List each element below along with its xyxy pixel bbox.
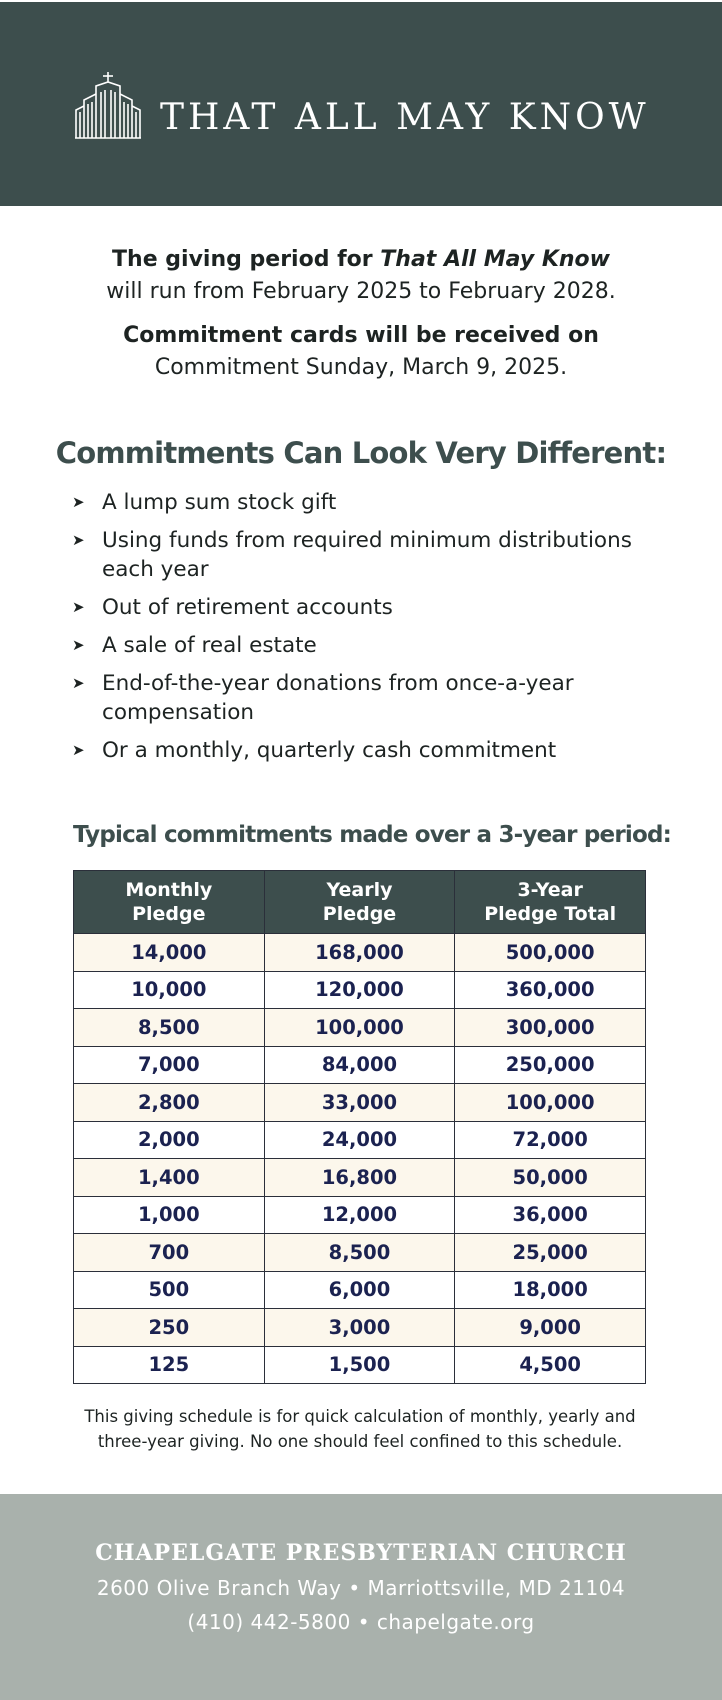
arrowhead-icon: ➤	[72, 493, 85, 511]
monthly-cell: 250	[74, 1309, 265, 1347]
header-line: Yearly	[326, 879, 393, 901]
giving-period-heading: The giving period for	[112, 247, 381, 272]
table-row	[74, 1046, 646, 1084]
monthly-cell: 8,500	[74, 1009, 265, 1047]
monthly-cell: 1,400	[74, 1159, 265, 1197]
intro-section	[0, 244, 722, 396]
table-row	[74, 1271, 646, 1309]
table-row	[74, 971, 646, 1009]
table-row	[74, 1159, 646, 1197]
header-line: Pledge Total	[484, 903, 617, 925]
commitment-sunday-date: Commitment Sunday, March 9, 2025.	[154, 355, 568, 380]
church-name: CHAPELGATE PRESBYTERIAN CHURCH	[95, 1540, 627, 1566]
yearly-cell: 120,000	[264, 971, 455, 1009]
list-item-text: Out of retirement accounts	[102, 595, 393, 620]
note-line: This giving schedule is for quick calculation of monthly, yearly and	[84, 1407, 636, 1426]
yearly-cell: 84,000	[264, 1046, 455, 1084]
table-row	[74, 1121, 646, 1159]
header-line: Pledge	[132, 903, 206, 925]
table-header-row	[74, 871, 646, 934]
list-item-text: Or a monthly, quarterly cash commitment	[102, 738, 557, 763]
table-row	[74, 1009, 646, 1047]
arrowhead-icon: ➤	[72, 531, 85, 549]
giving-period-text	[0, 244, 722, 308]
total-cell: 25,000	[455, 1234, 646, 1272]
campaign-title: THAT ALL MAY KNOW	[160, 97, 650, 138]
header-line: 3-Year	[517, 879, 583, 901]
total-cell: 250,000	[455, 1046, 646, 1084]
yearly-cell: 33,000	[264, 1084, 455, 1122]
commitment-list	[72, 488, 662, 774]
table-row	[74, 1309, 646, 1347]
yearly-cell: 6,000	[264, 1271, 455, 1309]
total-cell: 50,000	[455, 1159, 646, 1197]
list-item	[72, 593, 662, 622]
monthly-cell: 14,000	[74, 934, 265, 972]
yearly-cell: 3,000	[264, 1309, 455, 1347]
arrowhead-icon: ➤	[72, 636, 85, 654]
total-cell: 500,000	[455, 934, 646, 972]
total-cell: 300,000	[455, 1009, 646, 1047]
header-yearly-pledge	[264, 871, 455, 934]
total-cell: 4,500	[455, 1346, 646, 1384]
table-row	[74, 1196, 646, 1234]
commitments-heading: Commitments Can Look Very Different:	[55, 436, 667, 470]
arrowhead-icon: ➤	[72, 598, 85, 616]
yearly-cell: 168,000	[264, 934, 455, 972]
list-item-text: Using funds from required minimum distributions each year	[102, 528, 632, 582]
monthly-cell: 7,000	[74, 1046, 265, 1084]
total-cell: 360,000	[455, 971, 646, 1009]
monthly-cell: 500	[74, 1271, 265, 1309]
church-contact: (410) 442-5800 • chapelgate.org	[187, 1610, 535, 1634]
list-item	[72, 488, 662, 517]
monthly-cell: 2,800	[74, 1084, 265, 1122]
arrowhead-icon: ➤	[72, 674, 85, 692]
yearly-cell: 8,500	[264, 1234, 455, 1272]
commitment-date-text	[0, 320, 722, 384]
table-row	[74, 1234, 646, 1272]
list-item-text: A lump sum stock gift	[102, 490, 337, 515]
yearly-cell: 100,000	[264, 1009, 455, 1047]
list-item	[72, 526, 662, 584]
footer	[0, 1494, 722, 1700]
total-cell: 72,000	[455, 1121, 646, 1159]
yearly-cell: 12,000	[264, 1196, 455, 1234]
total-cell: 9,000	[455, 1309, 646, 1347]
monthly-cell: 1,000	[74, 1196, 265, 1234]
table-row	[74, 1346, 646, 1384]
yearly-cell: 1,500	[264, 1346, 455, 1384]
list-item	[72, 669, 662, 727]
total-cell: 100,000	[455, 1084, 646, 1122]
church-address: 2600 Olive Branch Way • Marriottsville, MD 21104	[96, 1576, 626, 1600]
campaign-name: That All May Know	[380, 247, 610, 272]
list-item-text: End-of-the-year donations from once-a-year compensation	[102, 671, 574, 725]
giving-period-dates: will run from February 2025 to February 2028.	[106, 279, 616, 304]
note-line: three-year giving. No one should feel confined to this schedule.	[97, 1432, 623, 1451]
monthly-cell: 125	[74, 1346, 265, 1384]
commitment-cards-heading: Commitment cards will be received on	[123, 323, 599, 348]
monthly-cell: 2,000	[74, 1121, 265, 1159]
total-cell: 18,000	[455, 1271, 646, 1309]
chapel-logo-icon	[74, 70, 142, 140]
header-monthly-pledge	[74, 871, 265, 934]
yearly-cell: 24,000	[264, 1121, 455, 1159]
list-item	[72, 631, 662, 660]
header-line: Pledge	[322, 903, 397, 925]
monthly-cell: 700	[74, 1234, 265, 1272]
schedule-note	[60, 1404, 660, 1454]
total-cell: 36,000	[455, 1196, 646, 1234]
header-line: Monthly	[125, 879, 213, 901]
table-row	[74, 1084, 646, 1122]
arrowhead-icon: ➤	[72, 741, 85, 759]
list-item	[72, 736, 662, 765]
yearly-cell: 16,800	[264, 1159, 455, 1197]
header-three-year-total	[455, 871, 646, 934]
monthly-cell: 10,000	[74, 971, 265, 1009]
header-banner	[0, 2, 722, 206]
pledge-table	[73, 870, 646, 1384]
table-row	[74, 934, 646, 972]
pledge-table-heading: Typical commitments made over a 3-year period:	[73, 822, 672, 848]
list-item-text: A sale of real estate	[102, 633, 317, 658]
